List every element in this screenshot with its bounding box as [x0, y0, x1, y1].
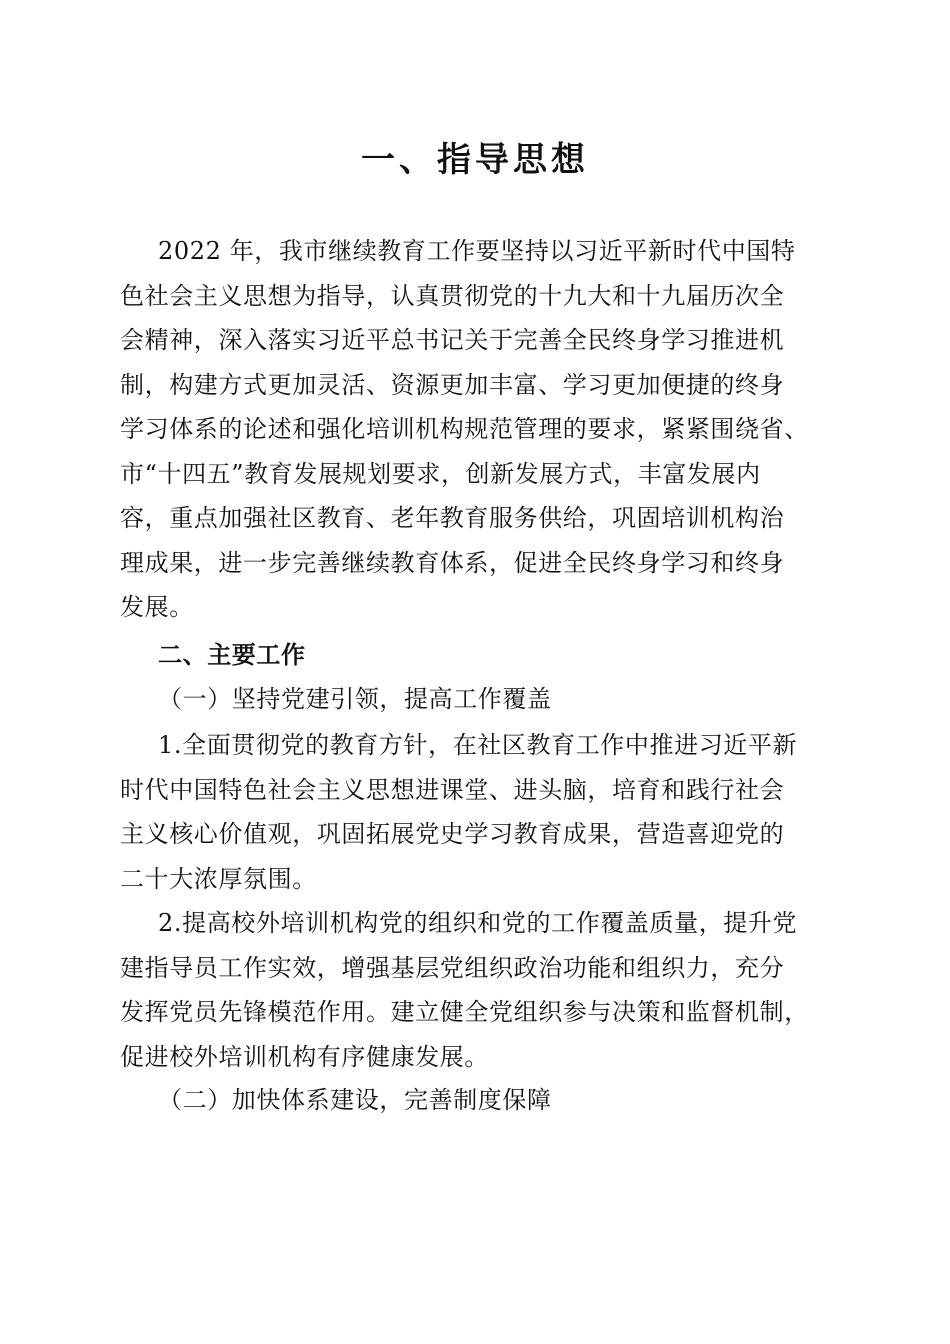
paragraph-line: 学习体系的论述和强化培训机构规范管理的要求，紧紧围绕省、	[120, 415, 809, 443]
paragraph-line: 1.全面贯彻党的教育方针，在社区教育工作中推进习近平新	[158, 731, 798, 759]
item-2-paragraph	[120, 901, 830, 1079]
paragraph-line: 会精神，深入落实习近平总书记关于完善全民终身学习推进机	[120, 326, 785, 354]
paragraph-line: 2022 年，我市继续教育工作要坚持以习近平新时代中国特	[158, 237, 796, 265]
paragraph-line: 促进校外培训机构有序健康发展。	[120, 1042, 489, 1071]
paragraph-line: 主义核心价值观，巩固拓展党史学习教育成果，营造喜迎党的	[120, 820, 785, 848]
paragraph-line: 色社会主义思想为指导，认真贯彻党的十九大和十九届历次全	[120, 281, 785, 310]
paragraph-line: 时代中国特色社会主义思想进课堂、进头脑，培育和践行社会	[120, 775, 785, 804]
paragraph-line: 理成果，进一步完善继续教育体系，促进全民终身学习和终身	[120, 548, 785, 577]
paragraph-line: 发挥党员先锋模范作用。建立健全党组织参与决策和监督机制，	[120, 998, 809, 1026]
paragraph-line: 建指导员工作实效，增强基层党组织政治功能和组织力，充分	[120, 953, 785, 982]
item-1-paragraph	[120, 723, 830, 901]
paragraph-line: 市“十四五”教育发展规划要求，创新发展方式，丰富发展内	[120, 459, 761, 488]
guiding-ideology-paragraph	[120, 229, 830, 630]
section-heading-main-work: 二、主要工作	[158, 641, 306, 669]
paragraph-line: 发展。	[120, 593, 194, 621]
paragraph-line: 容，重点加强社区教育、老年教育服务供给，巩固培训机构治	[120, 504, 785, 532]
paragraph-line: 制，构建方式更加灵活、资源更加丰富、学习更加便捷的终身	[120, 370, 785, 399]
subsection-heading-system-building: （二）加快体系建设，完善制度保障	[158, 1086, 552, 1114]
page-title: 一、指导思想	[361, 140, 589, 180]
subsection-heading-party-building: （一）坚持党建引领，提高工作覆盖	[158, 685, 552, 713]
paragraph-line: 二十大浓厚氛围。	[120, 864, 317, 893]
paragraph-line: 2.提高校外培训机构党的组织和党的工作覆盖质量，提升党	[158, 909, 798, 937]
